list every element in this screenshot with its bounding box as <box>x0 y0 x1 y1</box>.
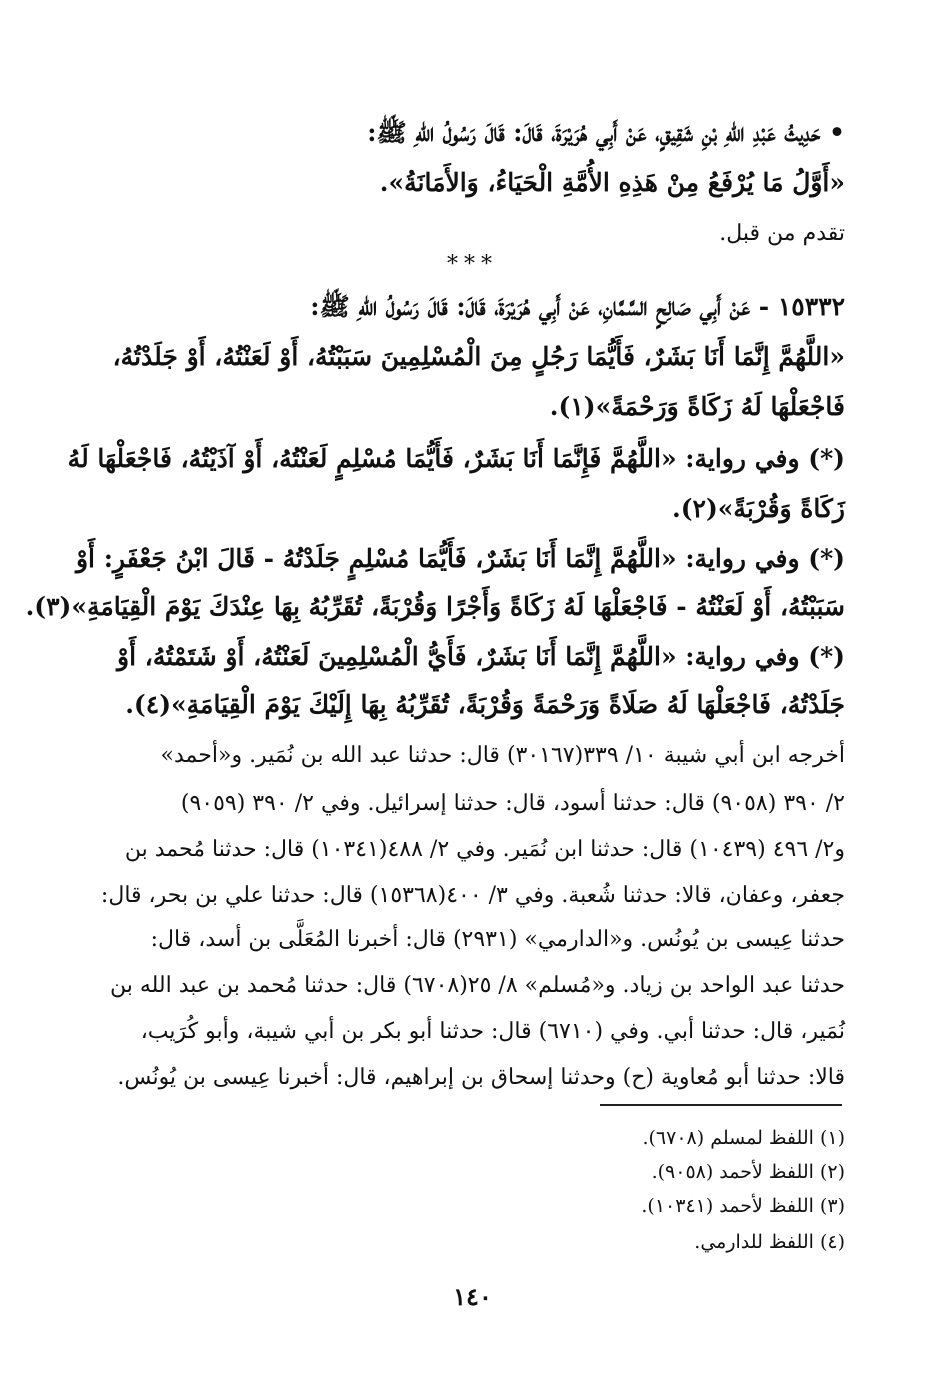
riwaya-1-line-2: زَكَاةً وَقُرْبَةً»(٢). <box>671 494 845 523</box>
takhrij-line-6: حدثنا عبد الواحد بن زياد. و«مُسلم» ٨/ ٢٥(٦٧٠٨) قال: حدثنا مُحمد بن عبد الله بن <box>109 973 845 998</box>
footnote-3: (٣) اللفظ لأحمد (١٠٣٤١). <box>641 1195 845 1217</box>
footnote-1: (١) اللفظ لمسلم (٦٧٠٨). <box>642 1127 845 1149</box>
hadith-main-line-2: «اللَّهُمَّ إِنَّمَا أَنَا بَشَرٌ، فَأَيُّمَا رَجُلٍ مِنَ الْمُسْلِمِينَ سَبَبْتُهُ، أَوْ لَعَنْتُهُ، أَوْ جَلَدْتُهُ، <box>112 342 845 371</box>
hadith-main-line-3: فَاجْعَلْهَا لَهُ زَكَاةً وَرَحْمَةً»(١). <box>549 392 845 421</box>
riwaya-3-line-2: جَلَدْتُهُ، فَاجْعَلْهَا لَهُ صَلَاةً وَرَحْمَةً وَقُرْبَةً، تُقَرِّبُهُ بِهَا إِلَيْكَ يَوْمَ الْقِيَامَةِ»(٤). <box>125 690 845 719</box>
hadith-intro-line-1: • حَدِيثُ عَبْدِ اللهِ بْنِ شَقِيقٍ، عَنْ أَبِي هُرَيْرَةَ، قَالَ: قَالَ رَسُولُ اللهِ ﷺ: <box>367 118 845 147</box>
footnote-divider <box>600 1104 842 1106</box>
takhrij-line-8: قالا: حدثنا أبو مُعاوية (ح) وحدثنا إسحاق بن إبراهيم، قال: أخبرنا عِيسى بن يُونُس. <box>117 1065 845 1090</box>
takhrij-line-5: حدثنا عِيسى بن يُونُس. و«الدارمي» (٢٩٣١) قال: أخبرنا المُعَلَّى بن أسد، قال: <box>150 927 845 952</box>
takhrij-line-1: أخرجه ابن أبي شيبة ١٠/ ٣٣٩(٣٠١٦٧) قال: حدثنا عبد الله بن نُمَير. و«أحمد» <box>160 743 845 768</box>
riwaya-2-line-2: سَبَبْتُهُ، أَوْ لَعَنْتُهُ - فَاجْعَلْهَا لَهُ زَكَاةً وَأَجْرًا وَقُرْبَةً، تُقَرِّبُهُ بِهَا عِنْدَكَ يَوْمَ الْقِيَامَةِ»(٣). <box>25 592 845 621</box>
separator-stars: *** <box>447 252 498 277</box>
riwaya-1-line-1: (*) وفي رواية: «اللَّهُمَّ فَإِنَّمَا أَنَا بَشَرٌ، فَأَيُّمَا مُسْلِمٍ لَعَنْتُهُ، أَوْ آذَيْتُهُ، فَاجْعَلْهَا لَهُ <box>67 444 845 473</box>
takhrij-line-3: و٢/ ٤٩٦ (١٠٤٣٩) قال: حدثنا ابن نُمَير. وفي ٢/ ٤٨٨(١٠٣٤١) قال: حدثنا مُحمد بن <box>124 837 845 862</box>
takhrij-line-2: ٢/ ٣٩٠ (٩٠٥٨) قال: حدثنا أسود، قال: حدثنا إسرائيل. وفي ٢/ ٣٩٠ (٩٠٥٩) <box>180 791 845 816</box>
hadith-intro-line-2: «أَوَّلُ مَا يُرْفَعُ مِنْ هَذِهِ الأُمَّةِ الْحَيَاءُ، وَالأَمَانَةُ». <box>379 168 845 197</box>
hadith-main-line-1: ١٥٣٣٢ - عَنْ أَبِي صَالِحٍ السَّمَّانِ، عَنْ أَبِي هُرَيْرَةَ، قَالَ: قَالَ رَسُولُ اللهِ ﷺ: <box>310 292 845 321</box>
footnote-2: (٢) اللفظ لأحمد (٩٠٥٨). <box>651 1161 845 1183</box>
footnote-4: (٤) اللفظ للدارمي. <box>694 1231 845 1253</box>
hadith-intro-note: تقدم من قبل. <box>719 221 845 246</box>
takhrij-line-4: جعفر، وعفان، قالا: حدثنا شُعبة. وفي ٣/ ٤٠٠(١٥٣٦٨) قال: حدثنا علي بن بحر، قال: <box>100 883 845 908</box>
riwaya-3-line-1: (*) وفي رواية: «اللَّهُمَّ إِنَّمَا أَنَا بَشَرٌ، فَأَيُّ الْمُسْلِمِينَ لَعَنْتُهُ، أَوْ شَتَمْتُهُ، أَوْ <box>117 642 845 671</box>
riwaya-2-line-1: (*) وفي رواية: «اللَّهُمَّ إِنَّمَا أَنَا بَشَرٌ، فَأَيُّمَا مُسْلِمٍ جَلَدْتُهُ - قَالَ ابْنُ جَعْفَرٍ: أَوْ <box>75 544 845 573</box>
page-number: ١٤٠ <box>453 1282 492 1311</box>
takhrij-line-7: نُمَير، قال: حدثنا أبي. وفي (٦٧١٠) قال: حدثنا أبو بكر بن أبي شيبة، وأبو كُرَيب، <box>140 1019 845 1044</box>
